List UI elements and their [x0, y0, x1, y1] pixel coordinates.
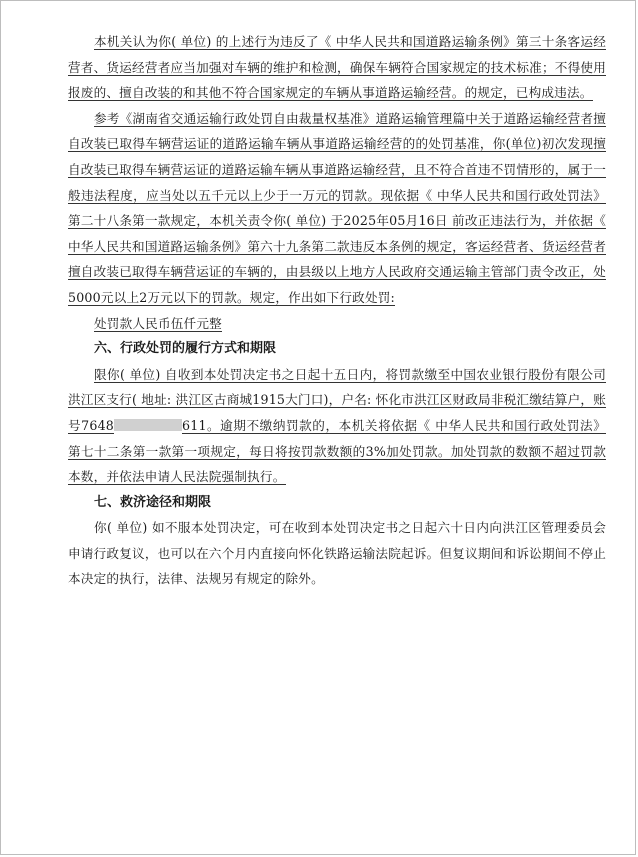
paragraph-payment [68, 362, 606, 490]
violation-text: 本机关认为你( 单位) 的上述行为违反了《 中华人民共和国道路运输条例》第三十条客运经营者、货运经营者应当加强对车辆的维护和检测，确保车辆符合国家规定的技术标准；不得使用报废的、擅自改装的和其他不符合国家规定的车辆从事道路运输经营。的规定，已构成违法。 [68, 34, 606, 101]
payment-text-part2: 611。逾期不缴纳罚款的，本机关将依据《 中华人民共和国行政处罚法》第七十二条第一款第一项规定，每日将按罚款数额的3%加处罚款。加处罚款的数额不超过罚款本数，并依法申请人民法院强制执行。 [68, 417, 606, 485]
payment-text-part1: 限你( 单位) 自收到本处罚决定书之日起十五日内，将罚款缴至中国农业银行股份有限公司洪江区支行( 地址: 洪江区古商城1915大门口)，户名: 怀化市洪江区财政局非税汇缴结算户，账号7648 [68, 366, 606, 433]
paragraph-penalty-basis [68, 106, 606, 311]
paragraph-violation [68, 29, 606, 106]
penalty-amount-text: 处罚款人民币伍仟元整 [94, 315, 222, 331]
penalty-basis-text: 参考《湖南省交通运输行政处罚自由裁量权基准》道路运输管理篇中关于道路运输经营者擅自改装已取得车辆营运证的道路运输车辆从事道路运输经营的的处罚基准，你(单位)初次发现擅自改装已取得车辆营运证的道路运输车辆从事道路运输经营，且不符合首违不罚情形的，属于一般违法程度，应当处以五千元以上少于一万元的罚款。现依据《 中华人民共和国行政处罚法》第二十八条第一款规定，本机关责令你( 单位) 于2025年05月16日 前改正违法行为，并依据《 中华人民共和国道路运输条例》第六十九条第二款违反本条例的规定，客运经营者、货运经营者擅自改装已取得车辆营运证的车辆的，由县级以上地方人民政府交通运输主管部门责令改正，处5000元以上2万元以下的罚款。规定，作出如下行政处罚: [68, 110, 606, 305]
paragraph-penalty-amount [68, 311, 606, 337]
redacted-account-number [114, 419, 182, 431]
heading-section-7: 七、救济途径和期限 [94, 494, 212, 510]
paragraph-remedy [68, 515, 606, 592]
remedy-text: 你( 单位) 如不服本处罚决定，可在收到本处罚决定书之日起六十日内向洪江区管理委员会申请行政复议，也可以在六个月内直接向怀化铁路运输法院起诉。但复议期间和诉讼期间不停止本决定的执行，法律、法规另有规定的除外。 [68, 520, 606, 587]
document-body [68, 29, 606, 592]
heading-section-6: 六、行政处罚的履行方式和期限 [94, 341, 277, 357]
